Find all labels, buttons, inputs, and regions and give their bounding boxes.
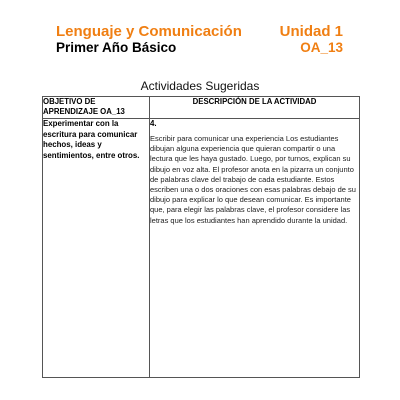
description-column-header: DESCRIPCIÓN DE LA ACTIVIDAD	[150, 97, 360, 119]
objective-cell: Experimentar con la escritura para comunicar hechos, ideas y sentimientos, entre otros.	[43, 119, 150, 378]
table-row	[43, 119, 360, 378]
section-title: Actividades Sugeridas	[140, 79, 260, 93]
grade-label: Primer Año Básico	[56, 40, 177, 55]
activity-number: 4.	[150, 119, 157, 128]
activity-text: Escribir para comunicar una experiencia Los estudiantes dibujan alguna experiencia que quieran compartir o una lectura que les haya gustado. Luego, por turnos, explican su dibujo en voz alta. El profesor anota en la pizarra un conjunto de palabras clave del trabajo de cada estudiante. Estos escriben una o dos oraciones con esas palabras debajo de su dibujo para explicar lo que desean comunicar. Es importante que, para elegir las palabras clave, el profesor considere las letras que los estudiantes han aprendido durante la unidad.	[150, 134, 356, 225]
description-cell	[150, 119, 360, 378]
unit-label: Unidad 1	[279, 23, 343, 40]
activities-table	[42, 96, 360, 378]
table-header-row	[43, 97, 360, 119]
oa-code-label: OA_13	[300, 40, 343, 55]
objective-column-header: OBJETIVO DE APRENDIZAJE OA_13	[43, 97, 150, 119]
subject-title: Lenguaje y Comunicación	[56, 23, 242, 40]
